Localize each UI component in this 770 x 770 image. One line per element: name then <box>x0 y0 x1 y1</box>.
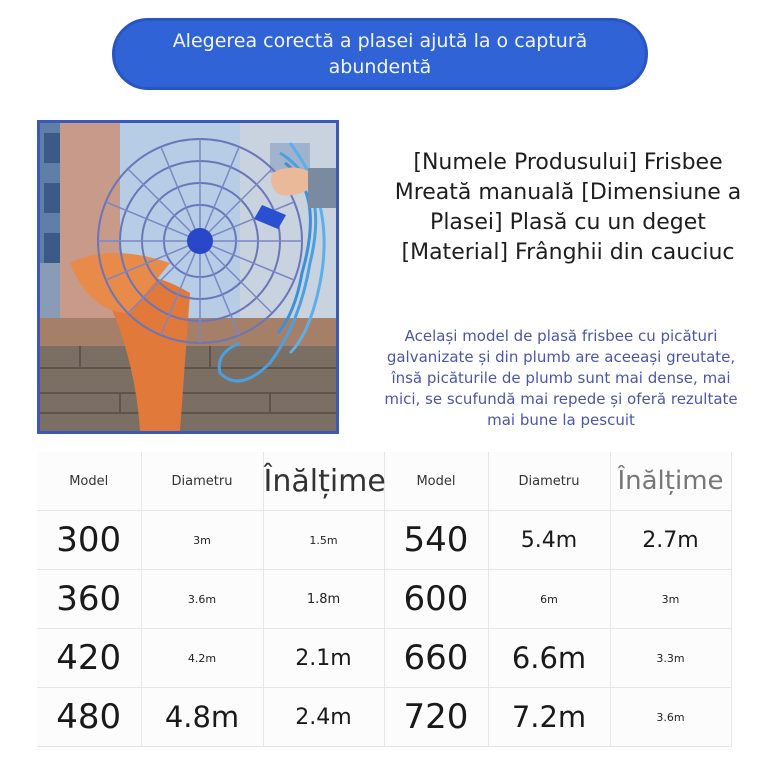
cell-height: 1.8m <box>263 570 384 629</box>
cell-diameter: 7.2m <box>488 688 610 747</box>
cell-height: 2.7m <box>610 511 731 570</box>
header-model: Model <box>384 452 488 511</box>
cell-height: 3m <box>610 570 731 629</box>
table-row <box>37 688 731 747</box>
table-row <box>37 629 731 688</box>
banner-text: Alegerea corectă a plasei ajută la o captură abundentă <box>172 30 588 78</box>
cell-model: 420 <box>37 629 141 688</box>
product-info: [Numele Produsului] Frisbee Mreată manuală [Dimensiune a Plasei] Plasă cu un deget [Material] Frânghii din cauciuc <box>394 150 742 265</box>
product-photo <box>37 120 339 434</box>
product-description: Același model de plasă frisbee cu picături galvanizate și din plumb are aceeași greutate, însă picăturile de plumb sunt mai dense, mai mici, se scufundă mai repede și oferă rezultate mai bune la pescuit <box>384 327 738 429</box>
cell-model: 300 <box>37 511 141 570</box>
header-diameter: Diametru <box>141 452 263 511</box>
cell-model: 600 <box>384 570 488 629</box>
cell-model: 540 <box>384 511 488 570</box>
cell-diameter: 3m <box>141 511 263 570</box>
cell-diameter: 4.8m <box>141 688 263 747</box>
cast-net-illustration <box>40 123 336 431</box>
cell-model: 660 <box>384 629 488 688</box>
header-height: Înălțime <box>263 452 384 511</box>
header-height: Înălțime <box>610 452 731 511</box>
table-header-row <box>37 452 731 511</box>
header-model: Model <box>37 452 141 511</box>
cell-diameter: 6m <box>488 570 610 629</box>
table-row <box>37 511 731 570</box>
spec-table <box>37 452 732 747</box>
cell-height: 1.5m <box>263 511 384 570</box>
cell-height: 3.6m <box>610 688 731 747</box>
cell-diameter: 6.6m <box>488 629 610 688</box>
cell-model: 360 <box>37 570 141 629</box>
cell-model: 480 <box>37 688 141 747</box>
cell-diameter: 4.2m <box>141 629 263 688</box>
cell-diameter: 5.4m <box>488 511 610 570</box>
title-banner <box>112 18 648 90</box>
table-row <box>37 570 731 629</box>
cell-diameter: 3.6m <box>141 570 263 629</box>
cell-height: 2.4m <box>263 688 384 747</box>
cell-height: 2.1m <box>263 629 384 688</box>
cell-height: 3.3m <box>610 629 731 688</box>
cell-model: 720 <box>384 688 488 747</box>
header-diameter: Diametru <box>488 452 610 511</box>
